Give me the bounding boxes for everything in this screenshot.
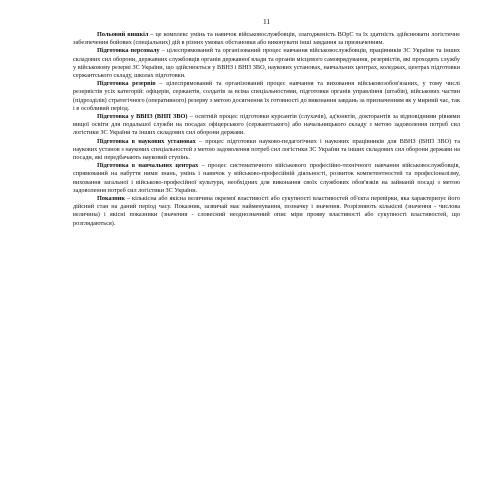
term-reserve-training: Підготовка резервів [97, 80, 156, 88]
term-research-training: Підготовка в наукових установах [97, 137, 196, 145]
term-training-center: Підготовка в навчальних центрах [97, 162, 199, 170]
definition-reserve-training: – цілеспрямований та організований процес навчання та виховання військовозобов'язаних, у тому числі резервістів усіх категорій: офіцерів, сержантів, солдатів за всіма спеціальностями, підготовки органів управління (штабів), військових частин (підрозділів) стратегічного (оперативного) резерву з метою досягнення їх готовності до виконання завдань за призначенням як у мирний час, так і в особливий період. [73, 80, 460, 112]
term-field-training: Польовий вишкіл [97, 31, 149, 38]
page-number: 11 [262, 17, 271, 26]
document-body [73, 31, 460, 228]
paragraph-indicator [73, 195, 460, 228]
term-personnel-training: Підготовка персоналу [97, 47, 160, 55]
term-indicator: Показник [97, 195, 125, 203]
definition-university-training: – освітній процес підготовки курсантів (слухачів), ад'юнктів, докторантів за відповідними рівнями вищої освіти для подальшої служби на посадах офіцерського (сержантського) або начальницького складу з метою задоволення потреб сил логістики ЗС України та інших складових сил оборони держави. [73, 113, 460, 137]
paragraph-personnel-training [73, 47, 460, 80]
paragraph-field-training [73, 31, 460, 47]
term-university-training: Підготовка у ВВНЗ (ВНП ЗВО) [97, 113, 188, 121]
paragraph-research-training [73, 138, 460, 163]
paragraph-university-training [73, 113, 460, 138]
definition-research-training: – процес підготовки науково-педагогічних і наукових працівників для ВВНЗ (ВНП ЗВО) та наукових установ з наукових спеціальностей з метою задоволення потреб сил логістики ЗС України та інших складових сил оборони держави на посади, які передбачають науковий ступінь. [73, 137, 461, 162]
definition-training-center: – процес систематичного військового професійно-технічного навчання військовослужбовців, спрямований на набуття ними знань, умінь і навичок у військово-професійній діяльності, розвиток компетентностей та професіоналізму, виховання загальної і військово-професійної культури, необхідних для виконання своїх службових обов'язків на займаній посаді з метою задоволення потреб сил логістики ЗС України. [73, 162, 460, 194]
definition-personnel-training: – цілеспрямований та організований процес навчання військовослужбовців, працівників ЗС України та інших складових сил оборони, державних службовців органів державної влади та органів місцевого самоврядування, резервістів, які проходять службу у військовому резерві ЗС України, що здійснюється у ВВНЗ і ВНП ЗВО, наукових установах, навчальних центрах, коледжах, центрах підготовки сержантського складу, школах підготовки. [73, 47, 460, 80]
paragraph-reserve-training [73, 80, 460, 113]
definition-indicator: – кількісна або якісна величина окремої властивості або сукупності властивостей об'єкта перевірки, яка характеризує його дійсний стан на даний період часу. Показник, зазвичай має найменування, позначку і значення. Розрізняють кількісні (значення - числова величина) і якісні показники (значення - словесний неоднозначний опис міри прояву властивості або сукупності властивостей, що розглядаються). [73, 195, 460, 227]
paragraph-training-center [73, 162, 460, 195]
definition-field-training: – це комплекс умінь та навичок військовослужбовців, злагодженість ВОрС та їх здатність здійснювати логістичне забезпечення бойових (спеціальних) дій в різних умовах обстановки або виконувати інші завдання за призначенням. [73, 31, 460, 47]
